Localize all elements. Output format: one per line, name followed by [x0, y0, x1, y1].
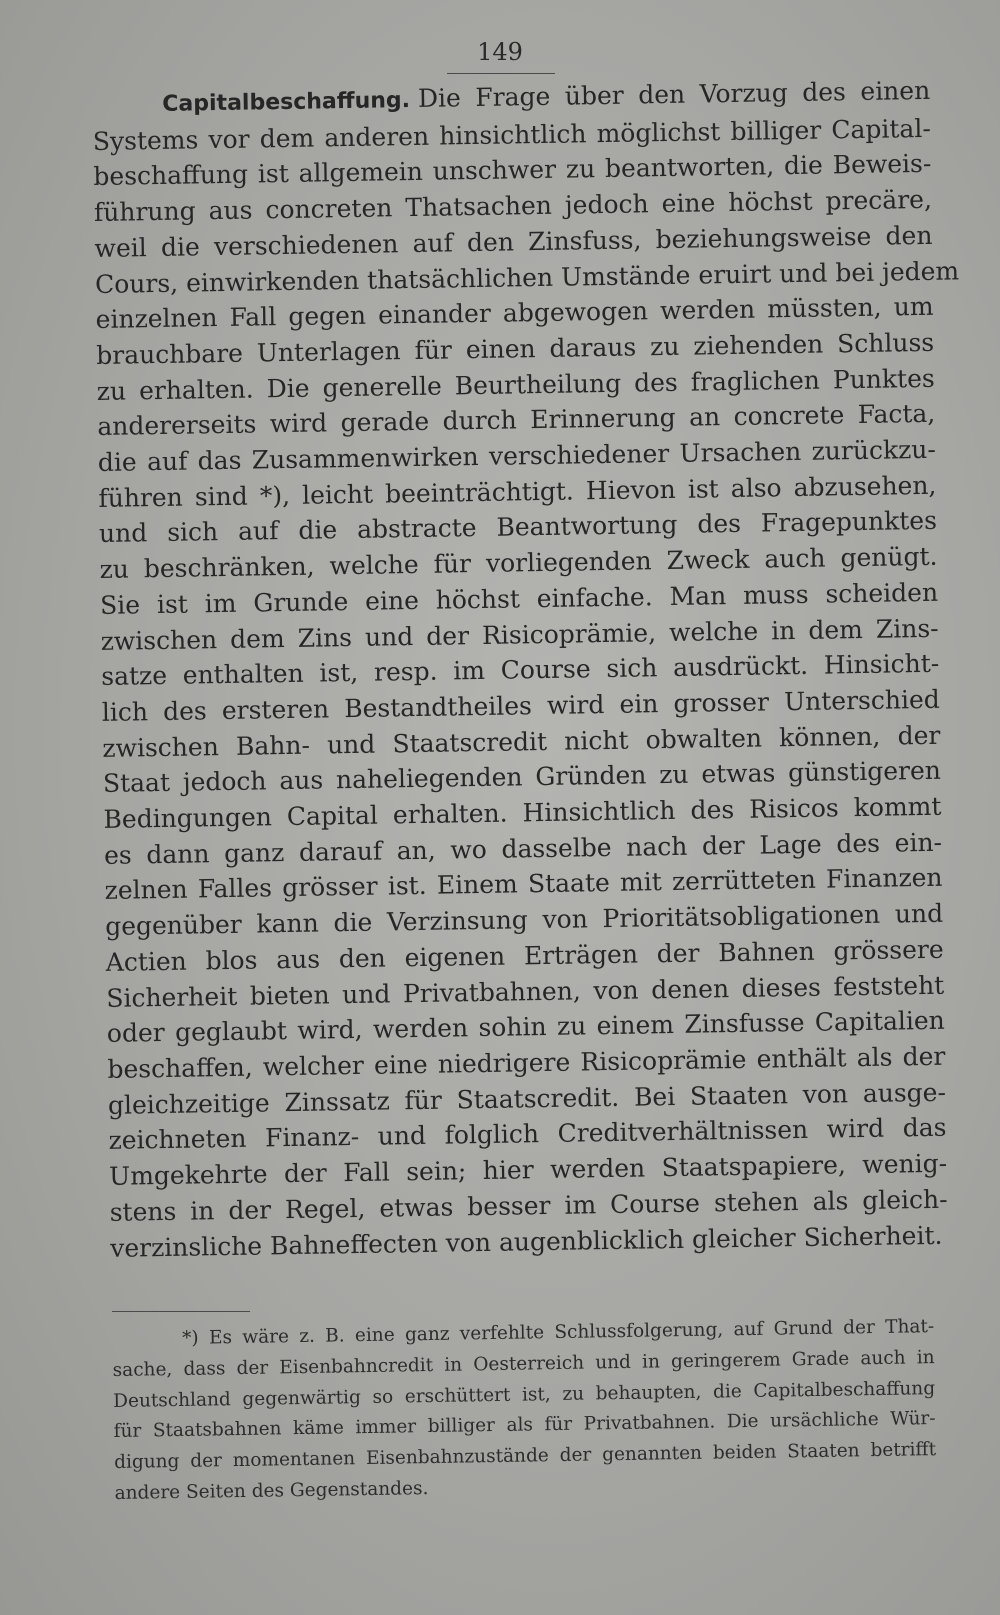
footnote	[112, 1312, 937, 1510]
text-line: es dann ganz darauf an, wo dasselbe nach der Lage des ein-	[103, 827, 943, 870]
text-line: zu beschränken, welche für vorliegenden Zweck auch genügt.	[99, 541, 938, 585]
footnote-line: digung der momentanen Eisenbahnzustände der genannten beiden Staaten betrifft	[113, 1439, 937, 1474]
footnote-line: für Staatsbahnen käme immer billiger als für Privatbahnen. Die ursächliche Wür-	[113, 1408, 936, 1443]
main-text	[92, 73, 960, 1266]
text-line: Sie ist im Grunde eine höchst einfache. Man muss scheiden	[99, 577, 939, 620]
text-line: beschaffen, welcher eine niedrigere Risicoprämie enthält als der	[107, 1041, 946, 1084]
text-line: lich des ersteren Bestandtheiles wird ein grosser Unterschied	[101, 684, 940, 727]
text-line: gegenüber kann die Verzinsung von Prioritätsobligationen und	[104, 898, 944, 942]
text-line: weil die verschiedenen auf den Zinsfuss, beziehungsweise den	[94, 220, 933, 263]
text-line: Actien blos aus den eigenen Erträgen der Bahnen grössere	[105, 934, 944, 977]
text-line: Umgekehrte der Fall sein; hier werden Staatspapiere, wenig-	[108, 1148, 948, 1191]
footnote-rule	[112, 1311, 250, 1312]
text-line: Systems vor dem anderen hinsichtlich möglichst billiger Capital-	[92, 113, 931, 156]
text-line: zwischen dem Zins und der Risicoprämie, welche in dem Zins-	[100, 613, 939, 656]
footnote-line: *) Es wäre z. B. eine ganz verfehlte Schlussfolgerung, auf Grund der That-	[182, 1316, 935, 1349]
text-line: führen sind *), leicht beeinträchtigt. Hievon ist also abzusehen,	[98, 470, 937, 513]
text-line: stens in der Regel, etwas besser im Course stehen als gleich-	[109, 1184, 948, 1227]
text-line: verzinsliche Bahneffecten von augenblicklich gleicher Sicherheit.	[110, 1220, 943, 1263]
text-line: zelnen Falles grösser ist. Einem Staate mit zerrütteten Finanzen	[104, 863, 943, 906]
page-number: 149	[477, 38, 523, 66]
text-line: andererseits wird gerade durch Erinnerung an concrete Facta,	[97, 399, 936, 442]
text-line: satze enthalten ist, resp. im Course sich ausdrückt. Hinsicht-	[101, 649, 940, 692]
text-line-content: Die Frage über den Vorzug des einen	[417, 75, 931, 113]
text-line: Bedingungen Capital erhalten. Hinsichtlich des Risicos kommt	[103, 791, 942, 834]
footnote-line: sache, dass der Eisenbahncredit in Oesterreich und in geringerem Grade auch in	[112, 1346, 935, 1381]
text-line: zwischen Bahn- und Staatscredit nicht obwalten können, der	[102, 720, 941, 763]
text-line: Staat jedoch aus naheliegenden Gründen zu etwas günstigeren	[102, 756, 942, 799]
text-line: brauchbare Unterlagen für einen daraus zu ziehenden Schluss	[96, 327, 935, 370]
text-line: zu erhalten. Die generelle Beurtheilung des fraglichen Punktes	[96, 363, 935, 406]
text-line: beschaffung ist allgemein unschwer zu beantworten, die Beweis-	[93, 149, 932, 192]
text-line: einzelnen Fall gegen einander abgewogen werden müssten, um	[95, 292, 934, 335]
text-line: gleichzeitige Zinssatz für Staatscredit. Bei Staaten von ausge-	[107, 1077, 947, 1120]
footnote-line: andere Seiten des Gegenstandes.	[114, 1478, 429, 1504]
text-line: und sich auf die abstracte Beantwortung des Fragepunktes	[98, 506, 938, 549]
text-line: Sicherheit bieten und Privatbahnen, von denen dieses feststeht	[106, 970, 945, 1013]
text-line: führung aus concreten Thatsachen jedoch eine höchst precäre,	[93, 184, 933, 228]
footnote-line: Deutschland gegenwärtig so erschüttert ist, zu behaupten, die Capitalbeschaffung	[113, 1377, 936, 1412]
text-line: zeichneten Finanz- und folglich Creditverhältnissen wird das	[108, 1113, 947, 1156]
section-heading: Capitalbeschaffung.	[162, 88, 411, 117]
text-line: die auf das Zusammenwirken verschiedener Ursachen zurückzu-	[97, 434, 937, 477]
page-number-rule	[447, 73, 555, 74]
text-line: Cours, einwirkenden thatsächlichen Umstände eruirt und bei jedem	[94, 255, 960, 299]
text-line: oder geglaubt wird, werden sohin zu einem Zinsfusse Capitalien	[106, 1006, 946, 1049]
